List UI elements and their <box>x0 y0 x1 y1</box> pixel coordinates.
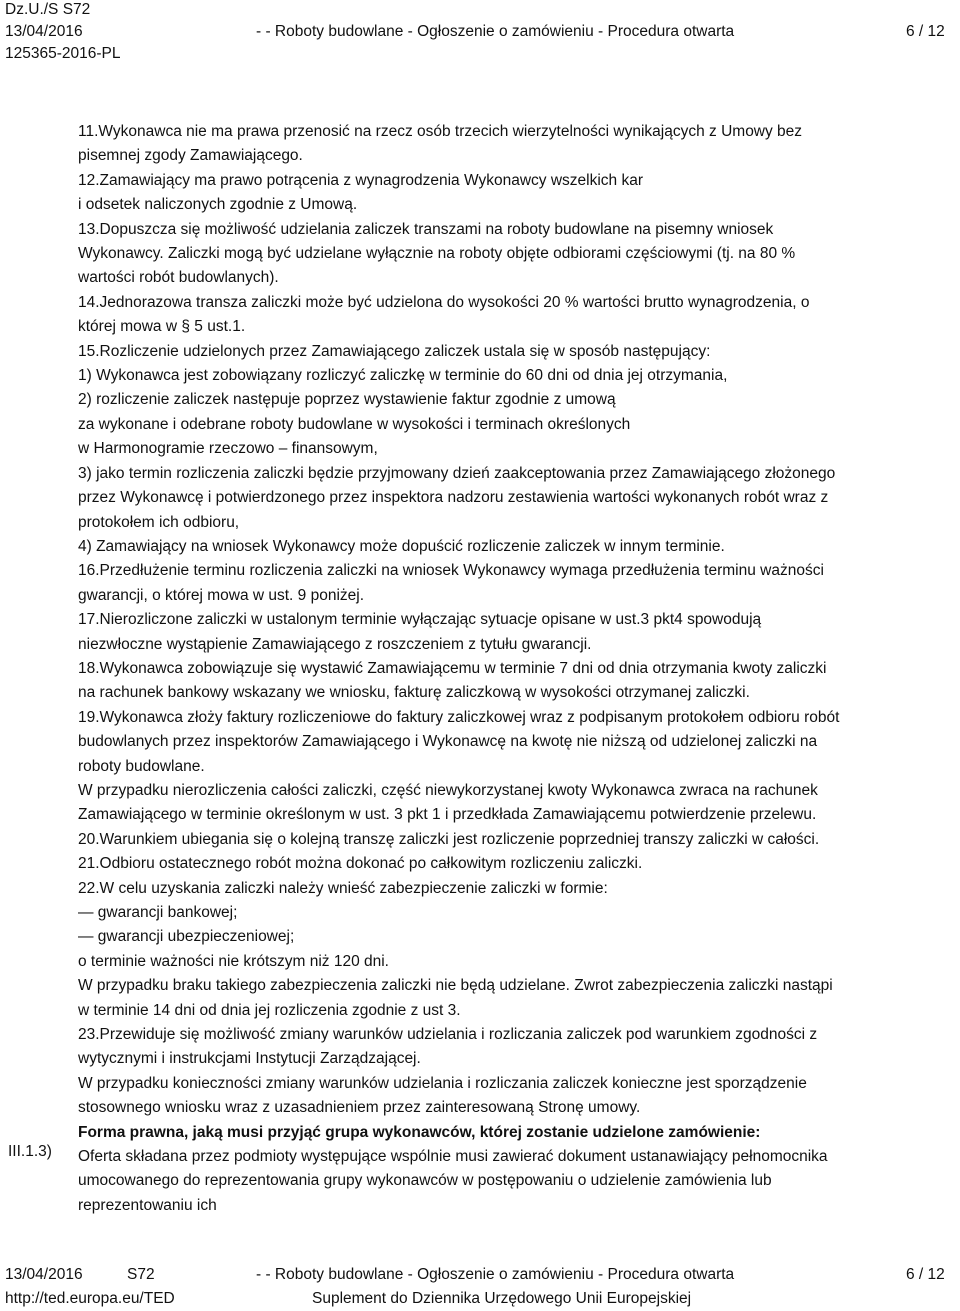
section-code: III.1.3) <box>8 1143 52 1160</box>
header-title: - - Roboty budowlane - Ogłoszenie o zamówieniu - Procedura otwarta <box>256 23 735 40</box>
footer-publication: Suplement do Dziennika Urzędowego Unii Europejskiej <box>312 1290 692 1307</box>
paragraph-line: i odsetek naliczonych zgodnie z Umową. <box>78 196 358 214</box>
paragraph-line: za wykonane i odebrane roboty budowlane w wysokości i terminach określonych <box>78 415 631 433</box>
section-heading: Forma prawna, jaką musi przyjąć grupa wykonawców, której zostanie udzielone zamówienie: <box>78 1123 761 1141</box>
paragraph-line: w terminie 14 dni od dnia jej rozliczenia zgodnie z ust 3. <box>78 1001 461 1019</box>
paragraph-line: 2) rozliczenie zaliczek następuje poprzez wystawienie faktur zgodnie z umową <box>78 391 616 409</box>
footer-title: - - Roboty budowlane - Ogłoszenie o zamówieniu - Procedura otwarta <box>256 1266 735 1283</box>
paragraph-line: — gwarancji ubezpieczeniowej; <box>78 928 295 946</box>
paragraph-line: W przypadku braku takiego zabezpieczenia zaliczki nie będą udzielane. Zwrot zabezpieczenia zaliczki nastąpi <box>78 977 833 995</box>
paragraph-line: 19.Wykonawca złoży faktury rozliczeniowe do faktury zaliczkowej wraz z podpisanym protokołem odbioru robót <box>78 708 840 726</box>
footer-date: 13/04/2016 <box>5 1266 83 1283</box>
paragraph-line: 16.Przedłużenie terminu rozliczenia zaliczki na wniosek Wykonawcy wymaga przedłużenia terminu ważności <box>78 562 824 580</box>
paragraph-line: na rachunek bankowy wskazany we wniosku, fakturę zaliczkową w wysokości otrzymanej zaliczki. <box>78 684 750 702</box>
header-source: Dz.U./S S72 <box>5 1 91 18</box>
paragraph-line: — gwarancji bankowej; <box>78 904 238 921</box>
paragraph-line: wytycznymi i instrukcjami Instytucji Zarządzającej. <box>78 1050 421 1068</box>
paragraph-line: gwarancji, o której mowa w ust. 9 poniżej. <box>78 586 365 604</box>
page-header <box>0 0 960 70</box>
paragraph-line: przez Wykonawcę i potwierdzonego przez inspektora nadzoru zestawienia wartości wykonanych robót wraz z <box>78 489 829 507</box>
paragraph-line: 12.Zamawiający ma prawo potrącenia z wynagrodzenia Wykonawcy wszelkich kar <box>78 171 643 189</box>
paragraph-line: o terminie ważności nie krótszym niż 120 dni. <box>78 952 389 970</box>
body-line: umocowanego do reprezentowania grupy wykonawców w postępowaniu o udzielenie zamówienia lub <box>78 1172 772 1190</box>
paragraph-line: 23.Przewiduje się możliwość zmiany warunków udzielania i rozliczania zaliczek pod warunkiem zgodności z <box>78 1026 818 1044</box>
header-page-number: 6 / 12 <box>906 23 945 40</box>
paragraph-line: W przypadku konieczności zmiany warunków udzielania i rozliczania zaliczek konieczne jest sporządzenie <box>78 1074 807 1092</box>
body-line: Oferta składana przez podmioty występujące wspólnie musi zawierać dokument ustanawiający pełnomocnika <box>78 1148 828 1166</box>
paragraph-line: protokołem ich odbioru, <box>78 513 240 531</box>
paragraph-line: 13.Dopuszcza się możliwość udzielania zaliczek transzami na roboty budowlane na pisemny wniosek <box>78 220 774 238</box>
paragraph-line: 22.W celu uzyskania zaliczki należy wnieść zabezpieczenie zaliczki w formie: <box>78 879 608 897</box>
header-notice-id: 125365-2016-PL <box>5 45 121 62</box>
paragraph-line: 18.Wykonawca zobowiązuje się wystawić Zamawiającemu w terminie 7 dni od dnia otrzymania kwoty zaliczki <box>78 659 827 677</box>
paragraph-line: 4) Zamawiający na wniosek Wykonawcy może dopuścić rozliczenie zaliczek w innym terminie. <box>78 537 725 555</box>
paragraph-line: 3) jako termin rozliczenia zaliczki będzie przyjmowany dzień zaakceptowania przez Zamawiającego złożonego <box>78 464 836 482</box>
paragraph-line: 17.Nierozliczone zaliczki w ustalonym terminie wyłączając sytuacje opisane w ust.3 pkt4 spowodują <box>78 611 762 629</box>
footer-url-link[interactable]: http://ted.europa.eu/TED <box>5 1290 175 1307</box>
paragraph-line: Wykonawcy. Zaliczki mogą być udzielane wyłącznie na roboty objęte odbiorami częściowymi (tj. na 80 % <box>78 245 796 263</box>
paragraph-line: Zamawiającego w terminie określonym w ust. 3 pkt 1 i przedkłada Zamawiającemu potwierdzenie przelewu. <box>78 806 817 824</box>
paragraph-line: której mowa w § 5 ust.1. <box>78 318 246 336</box>
paragraph-line: budowlanych przez inspektorów Zamawiającego i Wykonawcę na kwotę nie niższą od udzielonej zaliczki na <box>78 733 818 751</box>
paragraph-line: 14.Jednorazowa transza zaliczki może być udzielona do wysokości 20 % wartości brutto wynagrodzenia, o <box>78 293 810 311</box>
section-content <box>78 120 943 1218</box>
paragraph-line: wartości robót budowlanych). <box>78 269 279 287</box>
footer-page-number: 6 / 12 <box>906 1266 945 1283</box>
paragraph-line: stosownego wniosku wraz z uzasadnieniem przez zainteresowaną Stronę umowy. <box>78 1099 641 1117</box>
paragraph-line: 21.Odbioru ostatecznego robót można dokonać po całkowitym rozliczeniu zaliczki. <box>78 855 643 873</box>
paragraph-line: 20.Warunkiem ubiegania się o kolejną transzę zaliczki jest rozliczenie poprzedniej transzy zaliczki w całości. <box>78 830 820 848</box>
section-body <box>78 1145 943 1218</box>
footer-series: S72 <box>127 1266 155 1283</box>
paragraph-line: w Harmonogramie rzeczowo – finansowym, <box>78 440 378 458</box>
paragraph-line: W przypadku nierozliczenia całości zaliczki, część niewykorzystanej kwoty Wykonawca zwraca na rachunek <box>78 781 818 799</box>
body-line: reprezentowaniu ich <box>78 1196 217 1214</box>
paragraph-line: pisemnej zgody Zamawiającego. <box>78 147 303 165</box>
paragraph-line: niezwłoczne wystąpienie Zamawiającego z roszczeniem z tytułu gwarancji. <box>78 635 592 653</box>
header-date: 13/04/2016 <box>5 23 83 40</box>
paragraph-list <box>78 120 943 1121</box>
page-footer <box>0 1262 960 1311</box>
paragraph-line: 1) Wykonawca jest zobowiązany rozliczyć zaliczkę w terminie do 60 dni od dnia jej otrzymania, <box>78 367 728 385</box>
paragraph-line: 15.Rozliczenie udzielonych przez Zamawiającego zaliczek ustala się w sposób następujący: <box>78 342 711 360</box>
paragraph-line: roboty budowlane. <box>78 757 205 775</box>
paragraph-line: 11.Wykonawca nie ma prawa przenosić na rzecz osób trzecich wierzytelności wynikających z Umowy bez <box>78 123 803 140</box>
